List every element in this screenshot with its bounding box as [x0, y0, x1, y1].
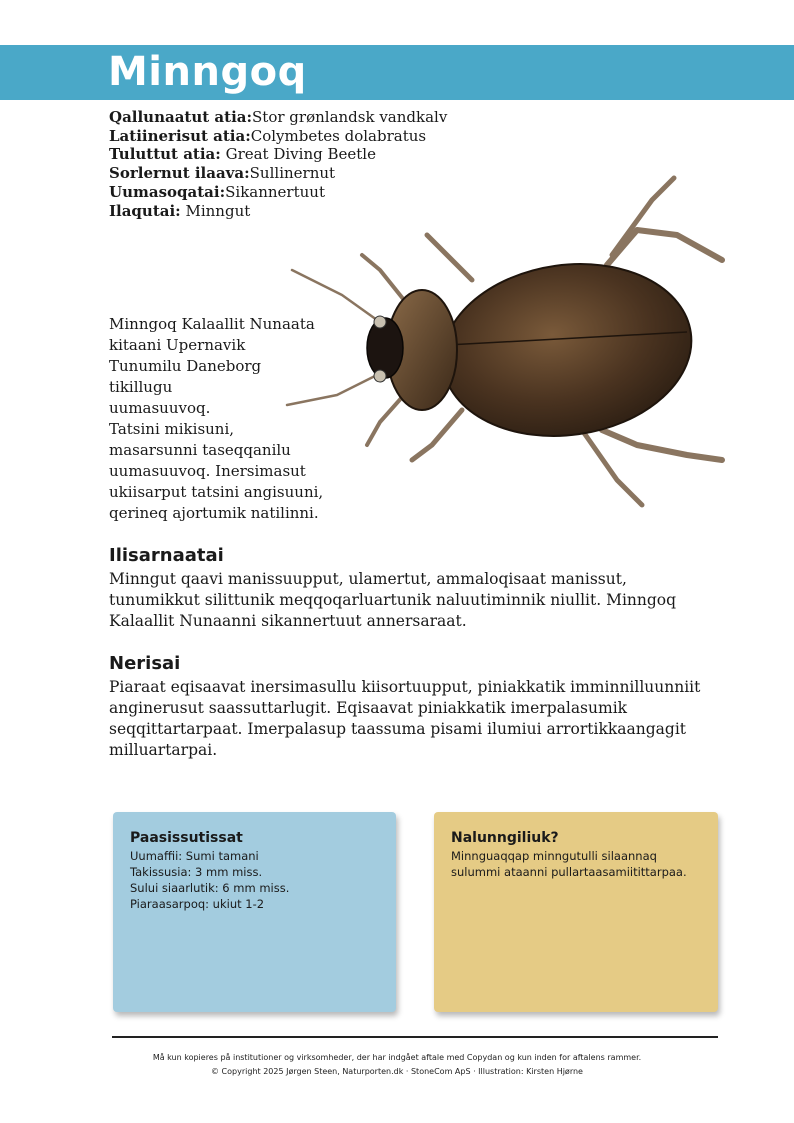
name-label: Ilaqutai:	[109, 201, 181, 220]
intro-line: masarsunni taseqqanilu	[109, 441, 291, 459]
page-title: Minngoq	[108, 49, 307, 95]
fact-item: Sului siaarlutik: 6 mm miss.	[130, 881, 290, 895]
did-you-know-title: Nalunngiliuk?	[451, 830, 559, 846]
facts-box	[113, 812, 396, 1012]
name-value: Minngut	[180, 201, 251, 220]
paragraph-line: milluartarpai.	[109, 741, 218, 759]
intro-line: uumasuuvoq. Inersimasut	[109, 462, 306, 480]
paragraph-line: Kalaallit Nunaanni sikannertuut annersaraat.	[109, 612, 467, 630]
name-value: Great Diving Beetle	[220, 145, 376, 164]
section-heading-identification: Ilisarnaatai	[109, 545, 224, 566]
footer-copyright: © Copyright 2025 Jørgen Steen, Naturporten.dk · StoneCom ApS · Illustration: Kirsten Hjørne	[211, 1067, 583, 1076]
paragraph-line: seqqittartarpaat. Imerpalasup taassuma pisami ilumiui arrortikkaangagit	[109, 720, 687, 738]
intro-line: uumasuuvoq.	[109, 399, 211, 417]
fact-item: Takissusia: 3 mm miss.	[130, 865, 263, 879]
intro-line: Tunumilu Daneborg	[109, 357, 262, 375]
intro-line: Tatsini mikisuni,	[109, 420, 235, 438]
name-label: Uumasoqatai:	[109, 182, 226, 201]
name-value: Sikannertuut	[225, 182, 325, 201]
name-label: Tuluttut atia:	[109, 145, 221, 164]
did-you-know-line: Minnguaqqap minngutulli silaannaq	[451, 849, 657, 863]
intro-line: Minngoq Kalaallit Nunaata	[109, 315, 315, 333]
facts-list	[130, 848, 289, 912]
intro-line: ukiisarput tatsini angisuuni,	[109, 483, 324, 501]
fact-item: Uumaffii: Sumi tamani	[130, 849, 259, 863]
did-you-know-line: sulummi ataanni pullartaasamiitittarpaa.	[451, 865, 687, 879]
footer-divider	[112, 1036, 718, 1038]
name-value: Stor grønlandsk vandkalv	[252, 108, 448, 126]
footer-copy-notice: Må kun kopieres på institutioner og virksomheder, der har indgået aftale med Copydan og kun inden for aftalens rammer.	[152, 1053, 642, 1062]
name-value: Sullinernut	[249, 164, 336, 183]
title-banner	[0, 45, 794, 100]
fact-item: Piaraasarpoq: ukiut 1-2	[130, 897, 265, 911]
did-you-know-text	[451, 848, 687, 880]
diving-beetle-illustration	[282, 160, 742, 520]
name-label: Sorlernut ilaava:	[109, 164, 250, 183]
name-label: Latiinerisut atia:	[109, 126, 251, 145]
did-you-know-box	[434, 812, 718, 1012]
name-value: Colymbetes dolabratus	[250, 126, 427, 145]
name-label: Qallunaatut atia:	[109, 108, 253, 126]
name-row-danish	[109, 108, 447, 127]
facts-box-title: Paasissutissat	[130, 830, 243, 846]
intro-line: qerineq ajortumik natilinni.	[109, 504, 319, 522]
paragraph-line: Piaraat eqisaavat inersimasullu kiisortuupput, piniakkatik imminnilluunniit	[109, 678, 701, 696]
paragraph-line: Minngut qaavi manissuupput, ulamertut, ammaloqisaat manissut,	[109, 570, 627, 588]
paragraph-line: tunumikkut silittunik meqqoqarluartunik naluutiminnik niullit. Minngoq	[109, 591, 677, 609]
intro-line: kitaani Upernavik	[109, 336, 246, 354]
intro-line: tikillugu	[109, 378, 173, 396]
identification-paragraph	[109, 569, 709, 632]
name-row-latin	[109, 127, 447, 146]
section-heading-food: Nerisai	[109, 653, 181, 674]
food-paragraph	[109, 677, 709, 761]
paragraph-line: anginerusut saassuttarlugit. Eqisaavat piniakkatik imerpalasumik	[109, 699, 628, 717]
